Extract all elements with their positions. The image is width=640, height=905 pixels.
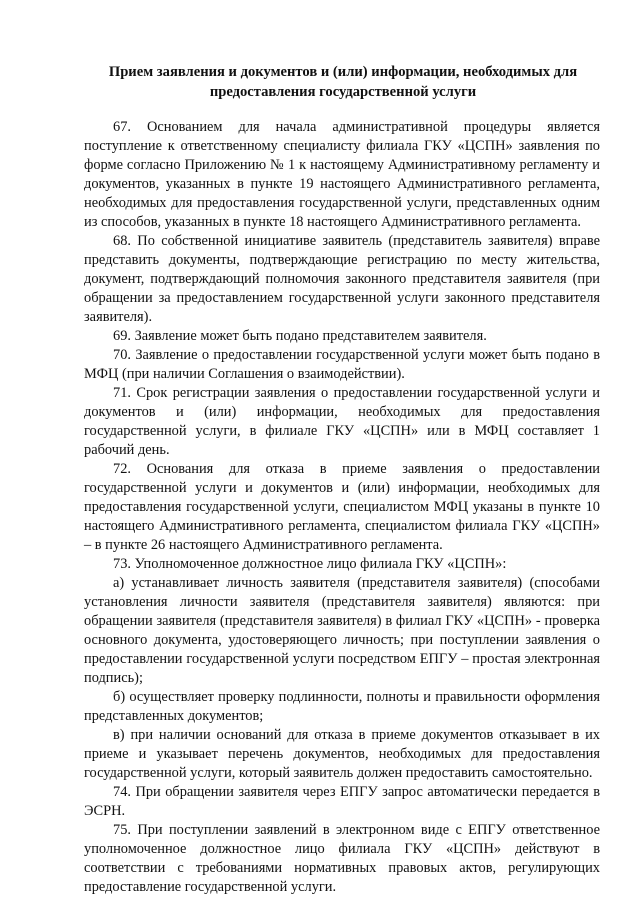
paragraph-73-b: б) осуществляет проверку подлинности, полноты и правильности оформления представленных документов; <box>84 689 600 724</box>
paragraph-75: 75. При поступлении заявлений в электронном виде с ЕПГУ ответственное уполномоченное должностное лицо филиала ГКУ «ЦСПН» действуют в соответствии с требованиями нормативных правовых актов, регулирующих предоставление государственной услуги. <box>84 822 600 895</box>
paragraph-67: 67. Основанием для начала административной процедуры является поступление к ответственному специалисту филиала ГКУ «ЦСПН» заявления по форме согласно Приложению № 1 к настоящему Административному регламенту и документов, указанных в пункте 19 настоящего Административного регламента, необходимых для предоставления государственной услуги, представленных одним из способов, указанных в пункте 18 настоящего Административного регламента. <box>84 119 600 230</box>
document-body <box>84 118 600 897</box>
paragraph-70: 70. Заявление о предоставлении государственной услуги может быть подано в МФЦ (при наличии Соглашения о взаимодействии). <box>84 347 600 382</box>
paragraph-73: 73. Уполномоченное должностное лицо филиала ГКУ «ЦСПН»: <box>113 556 507 572</box>
paragraph-73-a: а) устанавливает личность заявителя (представителя заявителя) (способами установления личности заявителя (представителя заявителя) являются: при обращении заявителя (представителя заявителя) в филиал ГКУ «ЦСПН» - проверка основного документа, удостоверяющего личность; при поступлении заявления о предоставлении государственной услуги посредством ЕПГУ – простая электронная подпись); <box>84 575 600 686</box>
section-heading <box>88 62 598 102</box>
heading-line-1: Прием заявления и документов и (или) информации, необходимых для <box>108 64 578 80</box>
paragraph-68: 68. По собственной инициативе заявитель (представитель заявителя) вправе представить документы, подтверждающие регистрацию по месту жительства, документ, подтверждающий полномочия законного представителя заявителя (при обращении за предоставлением государственной услуги законного представителя заявителя). <box>84 233 600 325</box>
paragraph-71: 71. Срок регистрации заявления о предоставлении государственной услуги и документов и (или) информации, необходимых для предоставления государственной услуги, в филиале ГКУ «ЦСПН» или в МФЦ составляет 1 рабочий день. <box>84 385 600 458</box>
paragraph-72: 72. Основания для отказа в приеме заявления о предоставлении государственной услуги и документов и (или) информации, необходимых для предоставления государственной услуги, специалистом МФЦ указаны в пункте 10 настоящего Административного регламента, специалистом филиала ГКУ «ЦСПН» – в пункте 26 настоящего Административного регламента. <box>84 461 600 553</box>
paragraph-69: 69. Заявление может быть подано представителем заявителя. <box>113 328 487 344</box>
paragraph-73-v: в) при наличии оснований для отказа в приеме документов отказывает в их приеме и указывает перечень документов, необходимых для предоставления государственной услуги, который заявитель должен предоставить самостоятельно. <box>84 727 600 781</box>
paragraph-74: 74. При обращении заявителя через ЕПГУ запрос автоматически передается в ЭСРН. <box>84 784 600 819</box>
heading-line-2: предоставления государственной услуги <box>209 84 477 100</box>
